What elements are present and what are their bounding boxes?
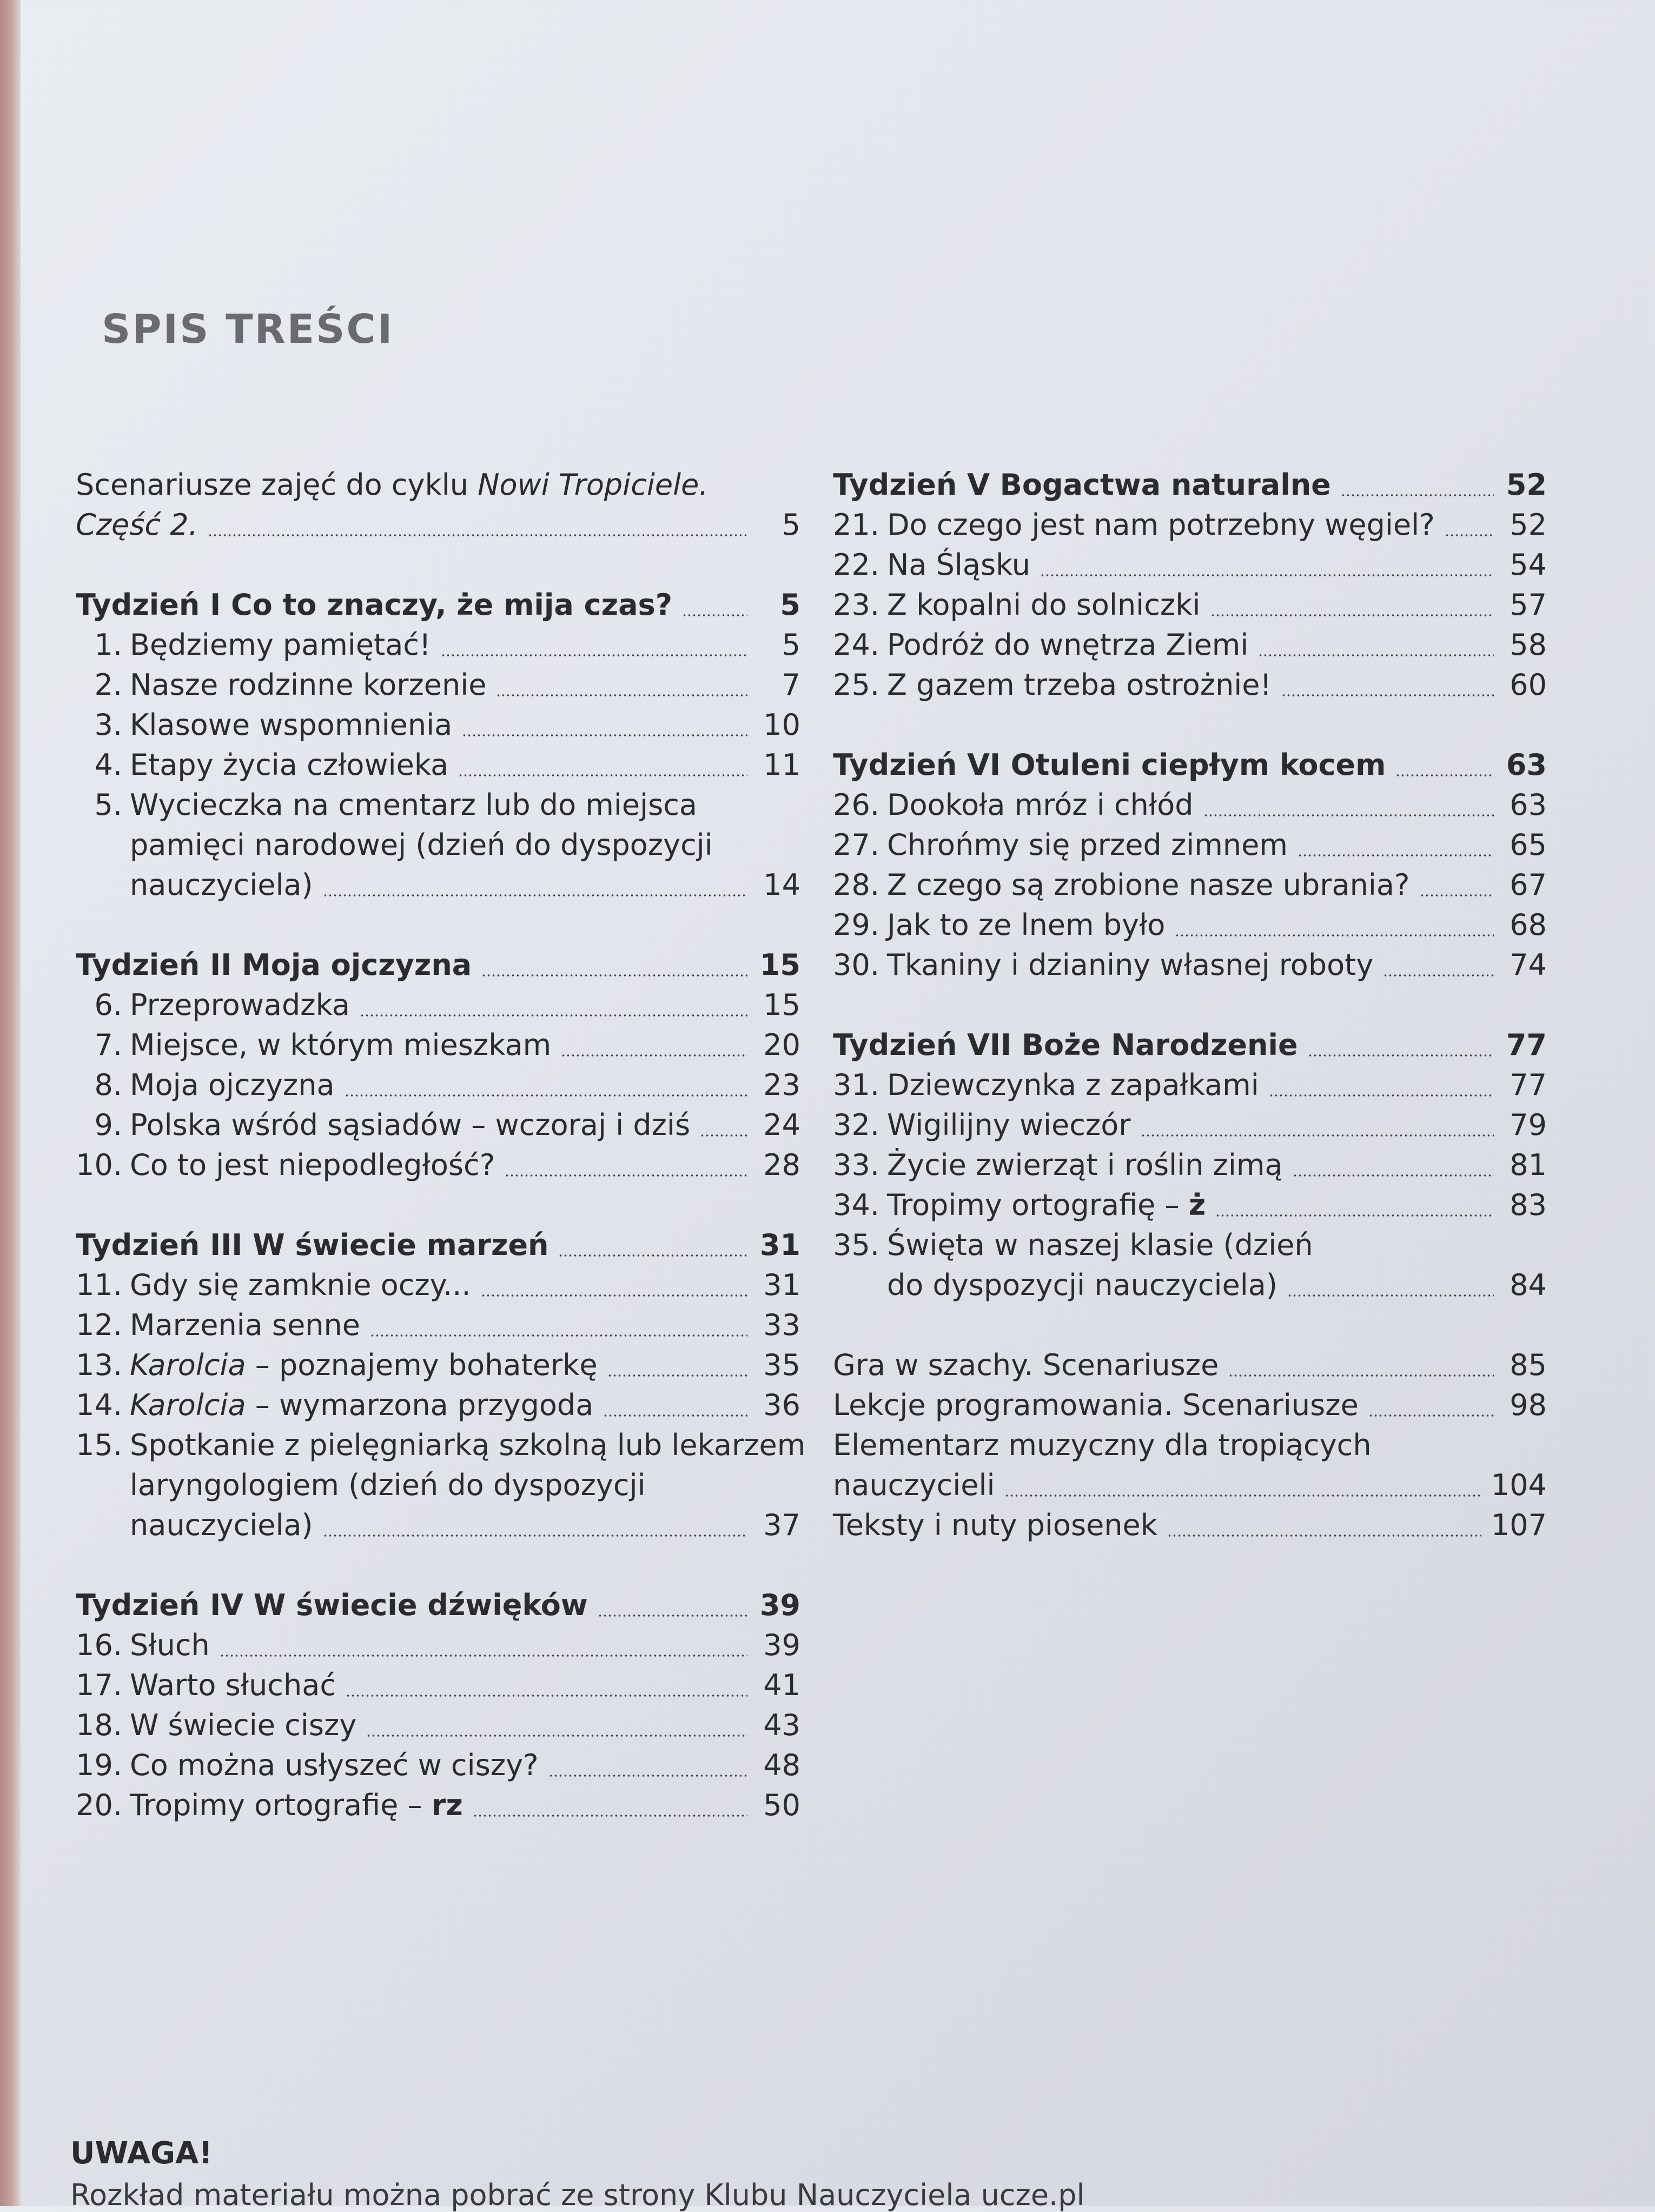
- dot-leader: [1258, 654, 1494, 656]
- entry-title-emphasis: rz: [431, 1788, 463, 1822]
- toc-week-heading[interactable]: [76, 945, 800, 985]
- dot-leader: [1293, 1174, 1494, 1177]
- toc-entry[interactable]: [833, 905, 1547, 945]
- page-number: 84: [1510, 1268, 1547, 1302]
- entry-title: Życie zwierząt i roślin zimą: [887, 1148, 1283, 1182]
- toc-entry[interactable]: [76, 1025, 800, 1065]
- toc-entry[interactable]: [76, 1305, 800, 1345]
- toc-entry[interactable]: [76, 705, 800, 745]
- entry-title: laryngologiem (dzień do dyspozycji: [130, 1468, 646, 1502]
- page-number: 39: [763, 1628, 800, 1662]
- toc-entry[interactable]: [833, 625, 1547, 665]
- page-number: 58: [1510, 628, 1547, 662]
- entry-number: 2.: [94, 668, 122, 702]
- entry-title: Dookoła mróz i chłód: [887, 788, 1194, 822]
- entry-title: Do czego jest nam potrzebny węgiel?: [887, 508, 1435, 542]
- toc-entry[interactable]: [76, 625, 800, 665]
- entry-title: nauczyciela): [130, 868, 313, 902]
- entry-title: Gdy się zamknie oczy...: [130, 1268, 471, 1302]
- entry-title: Z gazem trzeba ostrożnie!: [887, 668, 1272, 702]
- toc-entry-continuation[interactable]: [76, 865, 800, 905]
- entry-title: Spotkanie z pielęgniarką szkolną lub lekarzem: [130, 1428, 806, 1462]
- toc-entry-multiline[interactable]: [76, 785, 800, 825]
- toc-entry-continuation: [76, 825, 800, 865]
- dot-leader: [607, 1374, 747, 1377]
- entry-title: Teksty i nuty piosenek: [833, 1508, 1158, 1542]
- dot-leader: [346, 1695, 747, 1697]
- toc-entry[interactable]: [76, 985, 800, 1025]
- page-number: 60: [1510, 668, 1547, 702]
- dot-leader: [1040, 574, 1494, 576]
- toc-entry[interactable]: [833, 825, 1547, 865]
- toc-entry[interactable]: [833, 1105, 1547, 1145]
- entry-number: 24.: [833, 628, 879, 662]
- toc-entry-continuation: [76, 1465, 800, 1505]
- page-number: 52: [1506, 468, 1547, 502]
- entry-number: 27.: [833, 828, 879, 862]
- entry-title: Tydzień VI Otuleni ciepłym kocem: [833, 748, 1386, 782]
- toc-intro: [76, 465, 800, 545]
- page-number: 10: [763, 708, 800, 742]
- toc-entry[interactable]: [833, 1385, 1547, 1425]
- dot-leader: [481, 974, 747, 977]
- page-number: 79: [1510, 1108, 1547, 1142]
- entry-number: 26.: [833, 788, 879, 822]
- page-number: 31: [759, 1228, 800, 1262]
- dot-leader: [682, 614, 747, 616]
- entry-title: Karolcia – wymarzona przygoda: [130, 1388, 594, 1422]
- page-number: 24: [763, 1108, 800, 1142]
- page-number: 15: [763, 988, 800, 1022]
- entry-title: Elementarz muzyczny dla tropiących: [833, 1428, 1372, 1462]
- toc-entry-continuation[interactable]: [833, 1265, 1547, 1305]
- dot-leader: [1383, 974, 1494, 977]
- toc-entry[interactable]: [833, 1145, 1547, 1185]
- entry-title: Etapy życia człowieka: [130, 748, 449, 782]
- dot-leader: [1228, 1374, 1494, 1377]
- page-number: 81: [1510, 1148, 1547, 1182]
- toc-entry[interactable]: [76, 665, 800, 705]
- toc-entry[interactable]: [76, 1065, 800, 1105]
- dot-leader: [1420, 894, 1494, 896]
- entry-number: 7.: [94, 1028, 122, 1062]
- toc-entry-continuation[interactable]: [833, 1465, 1547, 1505]
- entry-number: 16.: [76, 1628, 122, 1662]
- entry-title: Jak to ze lnem było: [887, 908, 1166, 942]
- entry-title-emphasis: Karolcia: [130, 1388, 246, 1422]
- toc-right-column: [833, 465, 1547, 1585]
- page-number: 48: [763, 1748, 800, 1782]
- toc-week-3: [76, 1225, 806, 1545]
- entry-number: 25.: [833, 668, 879, 702]
- page-number: 65: [1510, 828, 1547, 862]
- entry-title: Lekcje programowania. Scenariusze: [833, 1388, 1359, 1422]
- entry-title: Klasowe wspomnienia: [130, 708, 453, 742]
- entry-number: 12.: [76, 1308, 122, 1342]
- page-number: 50: [763, 1788, 800, 1822]
- page-number: 104: [1491, 1468, 1547, 1502]
- toc-entry[interactable]: [833, 1185, 1547, 1225]
- toc-week-5: [833, 465, 1547, 705]
- toc-entry[interactable]: [76, 745, 800, 785]
- page-number: 23: [763, 1068, 800, 1102]
- entry-title: Warto słuchać: [130, 1668, 336, 1702]
- toc-week-1: [76, 585, 800, 905]
- page-number: 63: [1510, 788, 1547, 822]
- dot-leader: [473, 1815, 747, 1817]
- toc-extras: [833, 1345, 1547, 1545]
- entry-number: 3.: [94, 708, 122, 742]
- entry-title: pamięci narodowej (dzień do dyspozycji: [130, 828, 713, 862]
- page-number: 35: [763, 1348, 800, 1382]
- entry-title-emphasis: Część 2.: [76, 508, 198, 542]
- entry-number: 14.: [76, 1388, 122, 1422]
- entry-number: 15.: [76, 1428, 122, 1462]
- entry-number: 18.: [76, 1708, 122, 1742]
- dot-leader: [1004, 1494, 1481, 1497]
- page-number: 107: [1491, 1508, 1547, 1542]
- page-number: 74: [1510, 948, 1547, 982]
- entry-title: Tydzień II Moja ojczyzna: [76, 948, 472, 982]
- entry-number: 33.: [833, 1148, 879, 1182]
- toc-week-2: [76, 945, 800, 1185]
- entry-title: Tydzień I Co to znaczy, że mija czas?: [76, 588, 673, 622]
- dot-leader: [481, 1294, 747, 1297]
- dot-leader: [323, 894, 747, 896]
- notice-heading: UWAGA!: [70, 2136, 213, 2171]
- entry-number: 1.: [94, 628, 122, 662]
- page-number: 33: [763, 1308, 800, 1342]
- toc-entry[interactable]: [833, 1505, 1547, 1545]
- toc-entry[interactable]: [76, 1265, 800, 1305]
- dot-leader: [345, 1094, 747, 1097]
- toc-entry[interactable]: [76, 1345, 800, 1385]
- entry-number: 31.: [833, 1068, 879, 1102]
- entry-number: 17.: [76, 1668, 122, 1702]
- page-number: 31: [763, 1268, 800, 1302]
- entry-number: 19.: [76, 1748, 122, 1782]
- toc-intro-line1: [76, 465, 800, 505]
- entry-number: 4.: [94, 748, 122, 782]
- toc-week-heading[interactable]: [76, 1225, 800, 1265]
- entry-title: Co to jest niepodległość?: [130, 1148, 495, 1182]
- dot-leader: [700, 1134, 747, 1137]
- toc-entry[interactable]: [833, 945, 1547, 985]
- dot-leader: [1287, 1294, 1494, 1297]
- dot-leader: [370, 1334, 747, 1337]
- dot-leader: [1395, 774, 1494, 776]
- toc-entry[interactable]: [76, 1105, 800, 1145]
- toc-entry-multiline[interactable]: [833, 1225, 1547, 1265]
- entry-title: Na Śląsku: [887, 548, 1030, 582]
- page-number: 36: [763, 1388, 800, 1422]
- entry-title: Wigilijny wieczór: [887, 1108, 1131, 1142]
- entry-title: Będziemy pamiętać!: [130, 628, 431, 662]
- toc-week-4: [76, 1585, 800, 1825]
- page-number: 5: [782, 508, 800, 542]
- page-number: 43: [763, 1708, 800, 1742]
- toc-week-heading[interactable]: [76, 1585, 800, 1625]
- toc-entry[interactable]: [76, 1625, 800, 1665]
- page-number: 77: [1506, 1028, 1547, 1062]
- dot-leader: [1445, 534, 1494, 536]
- dot-leader: [496, 694, 747, 696]
- entry-number: 34.: [833, 1188, 879, 1222]
- entry-title: Tropimy ortografię – rz: [130, 1788, 463, 1822]
- dot-leader: [1167, 1535, 1481, 1537]
- entry-title: Marzenia senne: [130, 1308, 360, 1342]
- page-title: SPIS TREŚCI: [102, 306, 394, 353]
- entry-title-emphasis: Nowi Tropiciele.: [478, 468, 709, 502]
- dot-leader: [208, 534, 747, 536]
- entry-title: nauczycieli: [833, 1468, 995, 1502]
- entry-title: Tropimy ortografię – ż: [887, 1188, 1206, 1222]
- dot-leader: [1308, 1054, 1494, 1057]
- dot-leader: [462, 734, 747, 736]
- page-number: 39: [759, 1588, 800, 1622]
- dot-leader: [1141, 1134, 1494, 1137]
- dot-leader: [1269, 1094, 1494, 1097]
- page-number: 37: [763, 1508, 800, 1542]
- toc-entry[interactable]: [833, 1345, 1547, 1385]
- entry-number: 22.: [833, 548, 879, 582]
- entry-title-emphasis: ż: [1188, 1188, 1206, 1222]
- entry-title: Słuch: [130, 1628, 210, 1662]
- page-number: 54: [1510, 548, 1547, 582]
- page-number: 7: [782, 668, 800, 702]
- page-number: 15: [759, 948, 800, 982]
- dot-leader: [598, 1615, 747, 1617]
- entry-number: 11.: [76, 1268, 122, 1302]
- page-number: 14: [763, 868, 800, 902]
- entry-number: 10.: [76, 1148, 122, 1182]
- entry-title: Moja ojczyzna: [130, 1068, 335, 1102]
- toc-entry[interactable]: [76, 1745, 800, 1785]
- toc-entry[interactable]: [833, 545, 1547, 585]
- page-number: 28: [763, 1148, 800, 1182]
- entry-number: 21.: [833, 508, 879, 542]
- entry-title: do dyspozycji nauczyciela): [887, 1268, 1277, 1302]
- book-spine-edge: [0, 0, 21, 2206]
- page-number: 68: [1510, 908, 1547, 942]
- page-number: 67: [1510, 868, 1547, 902]
- toc-entry[interactable]: [76, 1785, 800, 1825]
- toc-entry[interactable]: [76, 1385, 800, 1425]
- entry-title: Przeprowadzka: [130, 988, 350, 1022]
- entry-number: 23.: [833, 588, 879, 622]
- page-number: 77: [1510, 1068, 1547, 1102]
- notice-text: Rozkład materiału można pobrać ze strony Klubu Nauczyciela ucze.pl: [70, 2178, 1085, 2212]
- dot-leader: [561, 1054, 747, 1057]
- entry-title: [76, 505, 198, 545]
- dot-leader: [558, 1254, 747, 1257]
- entry-number: 35.: [833, 1228, 879, 1262]
- dot-leader: [1281, 694, 1494, 696]
- toc-entry[interactable]: [833, 505, 1547, 545]
- entry-number: 8.: [94, 1068, 122, 1102]
- dot-leader: [323, 1535, 747, 1537]
- entry-title: Scenariusze zajęć do cyklu Nowi Tropiciele.: [76, 468, 709, 502]
- dot-leader: [366, 1735, 747, 1737]
- dot-leader: [505, 1174, 747, 1177]
- toc-entry[interactable]: [833, 1065, 1547, 1105]
- entry-title: Gra w szachy. Scenariusze: [833, 1348, 1219, 1382]
- entry-title: Podróż do wnętrza Ziemi: [887, 628, 1249, 662]
- toc-week-heading[interactable]: [833, 1025, 1547, 1065]
- entry-title: Karolcia – poznajemy bohaterkę: [130, 1348, 598, 1382]
- entry-title: Tydzień III W świecie marzeń: [76, 1228, 549, 1262]
- dot-leader: [360, 1014, 747, 1017]
- toc-intro-line2[interactable]: [76, 505, 800, 545]
- dot-leader: [1297, 854, 1494, 856]
- dot-leader: [458, 774, 747, 776]
- page-number: 63: [1506, 748, 1547, 782]
- entry-number: 6.: [94, 988, 122, 1022]
- toc-entry-continuation[interactable]: [76, 1505, 800, 1545]
- entry-title: Tkaniny i dzianiny własnej roboty: [887, 948, 1374, 982]
- dot-leader: [220, 1655, 747, 1657]
- entry-number: 20.: [76, 1788, 122, 1822]
- entry-number: 32.: [833, 1108, 879, 1142]
- entry-number: 28.: [833, 868, 879, 902]
- page-number: 57: [1510, 588, 1547, 622]
- dot-leader: [1341, 494, 1494, 496]
- page-number: 85: [1510, 1348, 1547, 1382]
- toc-entry[interactable]: [76, 1705, 800, 1745]
- toc-entry[interactable]: [833, 585, 1547, 625]
- dot-leader: [548, 1775, 747, 1777]
- toc-entry-multiline[interactable]: [833, 1425, 1547, 1465]
- entry-title: Dziewczynka z zapałkami: [887, 1068, 1259, 1102]
- page-number: 5: [782, 628, 800, 662]
- toc-entry[interactable]: [833, 865, 1547, 905]
- entry-title: Tydzień IV W świecie dźwięków: [76, 1588, 588, 1622]
- entry-title: Chrońmy się przed zimnem: [887, 828, 1288, 862]
- entry-title: Miejsce, w którym mieszkam: [130, 1028, 552, 1062]
- toc-week-heading[interactable]: [76, 585, 800, 625]
- toc-entry[interactable]: [76, 1665, 800, 1705]
- entry-number: 9.: [94, 1108, 122, 1142]
- entry-title: Tydzień V Bogactwa naturalne: [833, 468, 1331, 502]
- page-number: 41: [763, 1668, 800, 1702]
- page-number: 83: [1510, 1188, 1547, 1222]
- entry-title: Święta w naszej klasie (dzień: [887, 1228, 1313, 1262]
- dot-leader: [1203, 814, 1494, 816]
- entry-title: Z czego są zrobione nasze ubrania?: [887, 868, 1410, 902]
- dot-leader: [603, 1414, 747, 1417]
- entry-title: W świecie ciszy: [130, 1708, 357, 1742]
- entry-number: 13.: [76, 1348, 122, 1382]
- entry-title: Tydzień VII Boże Narodzenie: [833, 1028, 1298, 1062]
- dot-leader: [441, 654, 747, 656]
- entry-title-emphasis: Karolcia: [130, 1348, 246, 1382]
- toc-left-column: [76, 465, 806, 1865]
- page-number: 52: [1510, 508, 1547, 542]
- toc-entry[interactable]: [833, 665, 1547, 705]
- entry-title: Z kopalni do solniczki: [887, 588, 1201, 622]
- page-number: 20: [763, 1028, 800, 1062]
- entry-number: 29.: [833, 908, 879, 942]
- dot-leader: [1210, 614, 1494, 616]
- toc-week-heading[interactable]: [833, 745, 1547, 785]
- toc-week-7: [833, 1025, 1547, 1305]
- toc-week-heading[interactable]: [833, 465, 1547, 505]
- entry-number: 5.: [94, 788, 122, 822]
- dot-leader: [1368, 1414, 1494, 1417]
- toc-week-6: [833, 745, 1547, 985]
- entry-number: 30.: [833, 948, 879, 982]
- page-number: 11: [763, 748, 800, 782]
- entry-title: Polska wśród sąsiadów – wczoraj i dziś: [130, 1108, 691, 1142]
- entry-title: Wycieczka na cmentarz lub do miejsca: [130, 788, 698, 822]
- dot-leader: [1215, 1214, 1494, 1217]
- toc-entry[interactable]: [833, 785, 1547, 825]
- entry-title: Nasze rodzinne korzenie: [130, 668, 487, 702]
- toc-entry[interactable]: [76, 1145, 800, 1185]
- toc-entry-multiline[interactable]: [76, 1425, 806, 1465]
- page-number: 5: [780, 588, 800, 622]
- entry-title: Co można usłyszeć w ciszy?: [130, 1748, 539, 1782]
- dot-leader: [1175, 934, 1494, 936]
- page-number: 98: [1510, 1388, 1547, 1422]
- entry-title: nauczyciela): [130, 1508, 313, 1542]
